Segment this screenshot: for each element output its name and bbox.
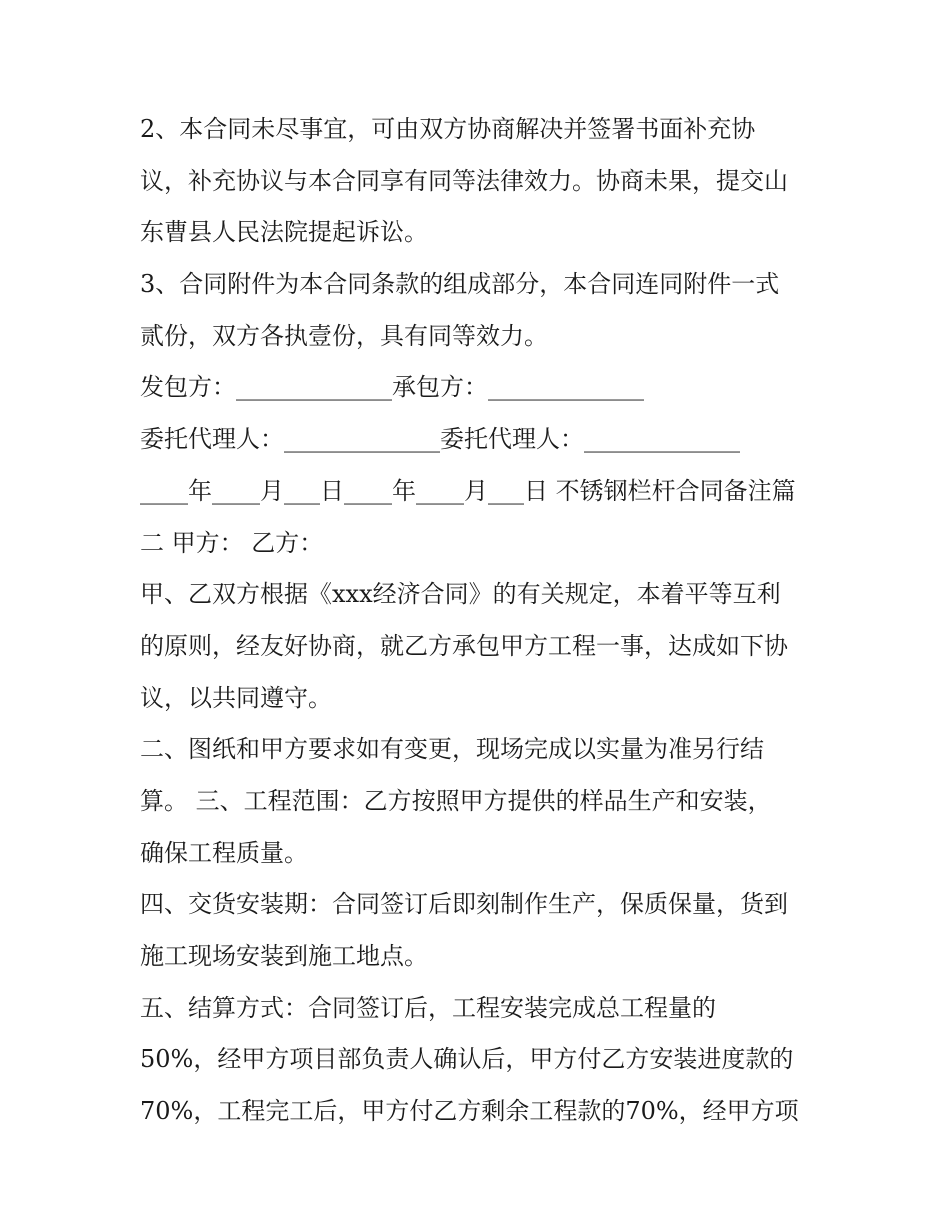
- section-heading: 二 甲方： 乙方：: [140, 528, 324, 557]
- signature-line-agent: 委托代理人：_____________委托代理人：_____________: [140, 425, 740, 454]
- text-line: 50%，经甲方项目部负责人确认后，甲方付乙方安装进度款的: [140, 1045, 794, 1074]
- text-line: 2、本合同未尽事宜，可由双方协商解决并签署书面补充协: [140, 115, 756, 143]
- text-line: 的原则，经友好协商，就乙方承包甲方工程一事，达成如下协: [140, 631, 788, 660]
- text-line: 确保工程质量。: [140, 838, 308, 867]
- signature-line-party: 发包方：_____________承包方：_____________: [140, 373, 644, 402]
- text-line: 3、合同附件为本合同条款的组成部分，本合同连同附件一式: [140, 270, 780, 299]
- document-body: [140, 104, 820, 1138]
- text-line: 施工现场安装到施工地点。: [140, 942, 428, 970]
- text-line: 70%，工程完工后，甲方付乙方剩余工程款的70%，经甲方项: [140, 1097, 799, 1126]
- text-line: 甲、乙双方根据《xxx经济合同》的有关规定，本着平等互利: [140, 580, 781, 609]
- text-line: 议，以共同遵守。: [140, 683, 332, 712]
- text-line: 四、交货安装期：合同签订后即刻制作生产，保质保量，货到: [140, 890, 788, 919]
- text-line: 东曹县人民法院提起诉讼。: [140, 218, 428, 247]
- date-line: ____年____月___日____年____月___日 不锈钢栏杆合同备注篇: [140, 476, 796, 505]
- text-line: 算。 三、工程范围：乙方按照甲方提供的样品生产和安装，: [140, 786, 772, 815]
- text-line: 议，补充协议与本合同享有同等法律效力。协商未果，提交山: [140, 166, 788, 195]
- text-line: 贰份，双方各执壹份，具有同等效力。: [140, 321, 548, 350]
- text-line: 二、图纸和甲方要求如有变更，现场完成以实量为准另行结: [140, 735, 764, 764]
- text-line: 五、结算方式：合同签订后，工程安装完成总工程量的: [140, 993, 716, 1022]
